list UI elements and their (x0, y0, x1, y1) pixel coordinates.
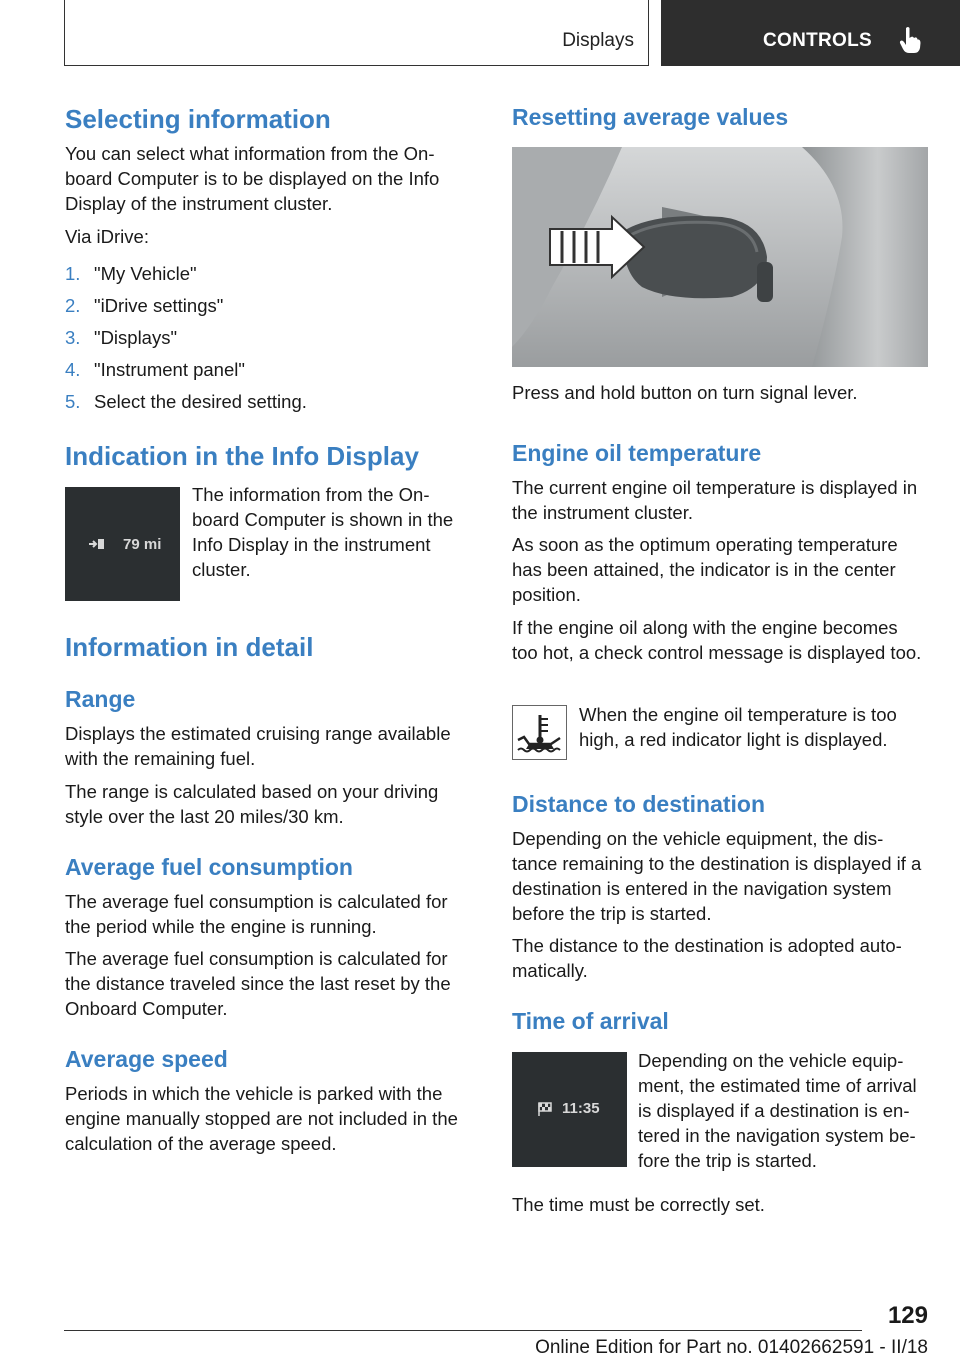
list-item: 1. "My Vehicle" (65, 263, 197, 284)
list-item: 3. "Displays" (65, 327, 178, 348)
indication-text: The information from the On‐board Computer is shown in the Info Display in the instrument cluster. (192, 484, 454, 580)
distance-text-1: Depending on the vehicle equipment, the dis‐tance remaining to the destination is displayed if a destination is entered in the navigation system before the trip is started. (512, 828, 922, 924)
header-chapter-tab (661, 0, 960, 66)
arrival-display-image (512, 1052, 627, 1167)
idrive-steps-list (65, 258, 307, 418)
distance-text-2: The distance to the destination is adopted auto‐matically. (512, 935, 902, 981)
range-text-2: The range is calculated based on your driving style over the last 20 miles/30 km. (65, 781, 439, 827)
range-text-1: Displays the estimated cruising range available with the remaining fuel. (65, 723, 451, 769)
pointing-hand-icon (899, 26, 921, 54)
oil-temp-indicator-box (512, 705, 567, 760)
oil-temp-text-1: The current engine oil temperature is displayed in the instrument cluster. (512, 477, 918, 523)
selecting-info-heading: Selecting information (65, 104, 331, 134)
reset-heading: Resetting average values (512, 104, 789, 130)
info-detail-heading: Information in detail (65, 632, 314, 662)
footer-edition: Online Edition for Part no. 01402662591 - II/18 (535, 1337, 928, 1358)
avg-speed-heading: Average speed (65, 1046, 228, 1072)
header-chapter-label: CONTROLS (763, 30, 873, 51)
avg-fuel-text-1: The average fuel consumption is calculated for the period while the engine is running. (65, 891, 448, 937)
oil-temp-heading: Engine oil temperature (512, 440, 762, 466)
destination-flag-icon (537, 1101, 553, 1117)
page-number: 129 (887, 1302, 928, 1329)
reset-caption: Press and hold button on turn signal lever. (512, 382, 858, 403)
turn-signal-lever-illustration (512, 147, 928, 367)
avg-speed-text: Periods in which the vehicle is parked with the engine manually stopped are not included in the calculation of the average speed. (65, 1083, 458, 1154)
list-item: 5. Select the desired setting. (65, 391, 307, 412)
selecting-info-intro: You can select what information from the On‐board Computer is to be displayed on the Info Display of the instrument cluster. (65, 143, 440, 214)
arrival-text-2: The time must be correctly set. (512, 1194, 765, 1215)
via-idrive-label: Via iDrive: (65, 226, 149, 247)
oil-temperature-icon (513, 706, 566, 759)
range-heading: Range (65, 686, 136, 712)
range-display-value: 79 mi (123, 536, 162, 553)
arrival-text: Depending on the vehicle equip‐ment, the estimated time of arrival is displayed if a destination is en‐tered in the navigation system be‐fore the trip is started. (638, 1050, 917, 1171)
list-item: 4. "Instrument panel" (65, 359, 245, 380)
turn-signal-lever-photo (512, 147, 928, 367)
footer-divider (64, 1330, 862, 1331)
oil-temp-text-2: As soon as the optimum operating temperature has been attained, the indicator is in the center position. (512, 534, 898, 605)
avg-fuel-heading: Average fuel consumption (65, 854, 353, 880)
oil-temp-warning-text: When the engine oil temperature is too high, a red indicator light is displayed. (579, 704, 897, 750)
indication-heading: Indication in the Info Display (65, 441, 419, 471)
arrival-heading: Time of arrival (512, 1008, 669, 1034)
header-section-label: Displays (562, 30, 634, 51)
range-display-image (65, 487, 180, 601)
arrival-display-value: 11:35 (562, 1100, 600, 1117)
header-section-tab (64, 0, 649, 66)
list-item: 2. "iDrive settings" (65, 295, 224, 316)
distance-heading: Distance to destination (512, 791, 766, 817)
fuel-pump-arrow-icon (88, 538, 106, 550)
avg-fuel-text-2: The average fuel consumption is calculated for the distance traveled since the last reset by the Onboard Computer. (65, 948, 451, 1019)
oil-temp-text-3: If the engine oil along with the engine becomes too hot, a check control message is displayed too. (512, 617, 922, 663)
